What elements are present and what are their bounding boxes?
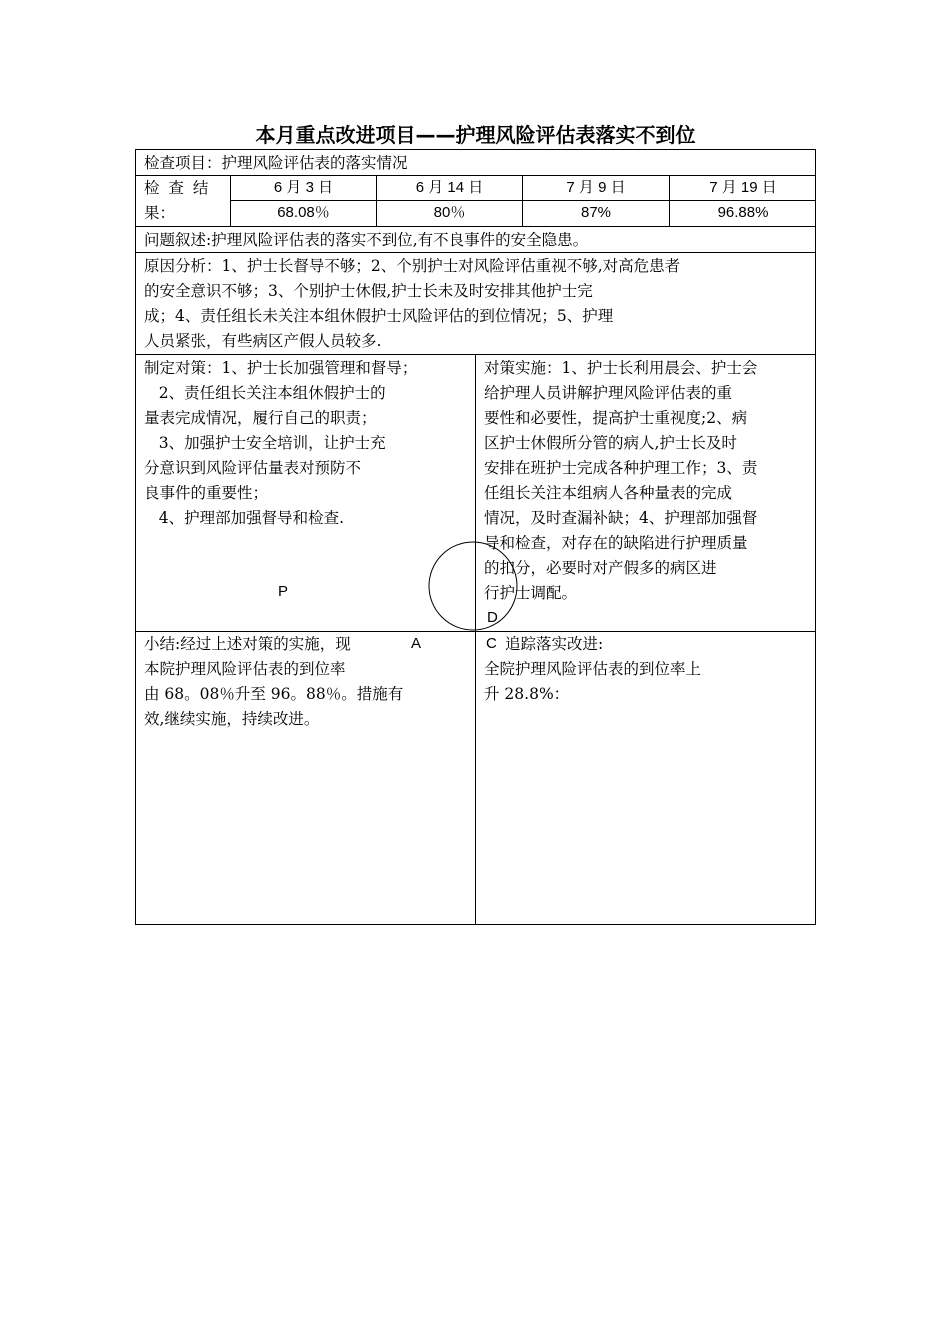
do-line-8: 导和检查，对存在的缺陷进行护理质量 bbox=[484, 534, 748, 552]
do-line-7: 情况，及时查漏补缺；4、护理部加强督 bbox=[484, 509, 758, 527]
problem-statement: 问题叙述:护理风险评估表的落实不到位,有不良事件的安全隐患。 bbox=[144, 231, 589, 249]
plan-line-2: 2、责任组长关注本组休假护士的 bbox=[144, 384, 386, 402]
do-line-1: 对策实施：1、护士长利用晨会、护士会 bbox=[484, 359, 758, 377]
date-4: 7 月 19 日 bbox=[709, 179, 777, 196]
cause-line-4: 人员紧张，有些病区产假人员较多. bbox=[144, 332, 382, 350]
plan-line-3: 量表完成情况，履行自己的职责； bbox=[144, 409, 377, 427]
date-2: 6 月 14 日 bbox=[415, 179, 484, 196]
result-label-line-2: 果： bbox=[144, 204, 176, 222]
plan-line-4: 3、加强护士安全培训，让护士充 bbox=[144, 434, 386, 452]
summary-line-3: 由 68。08％升至 96。88％。措施有 bbox=[144, 685, 404, 703]
cause-line-3: 成；4、责任组长未关注本组休假护士风险评估的到位情况；5、护理 bbox=[144, 307, 614, 325]
rate-3: 87% bbox=[580, 204, 612, 221]
inspection-item: 检查项目：护理风险评估表的落实情况 bbox=[144, 154, 408, 172]
plan-line-6: 良事件的重要性； bbox=[144, 484, 269, 502]
do-line-10: 行护士调配。 bbox=[484, 584, 578, 602]
plan-line-5: 分意识到风险评估量表对预防不 bbox=[144, 459, 362, 477]
plan-line-1: 制定对策：1、护士长加强管理和督导； bbox=[144, 359, 418, 377]
pdca-label-c: C bbox=[486, 635, 497, 652]
page-title: 本月重点改进项目——护理风险评估表落实不到位 bbox=[255, 123, 696, 147]
rate-4: 96.88% bbox=[717, 204, 769, 221]
do-line-2: 给护理人员讲解护理风险评估表的重 bbox=[484, 384, 733, 402]
date-3: 7 月 9 日 bbox=[566, 179, 626, 196]
summary-line-2: 本院护理风险评估表的到位率 bbox=[144, 660, 346, 678]
pdca-label-d: D bbox=[487, 609, 498, 626]
check-line-3: 升 28.8%： bbox=[484, 685, 570, 703]
plan-line-7: 4、护理部加强督导和检查. bbox=[144, 509, 345, 527]
cause-line-1: 原因分析：1、护士长督导不够；2、个别护士对风险评估重视不够,对高危患者 bbox=[144, 257, 681, 275]
check-line-1: 追踪落实改进: bbox=[505, 635, 604, 653]
rate-1: 68.08％ bbox=[277, 204, 330, 221]
do-line-6: 任组长关注本组病人各种量表的完成 bbox=[484, 484, 733, 502]
date-1: 6 月 3 日 bbox=[273, 179, 334, 196]
summary-line-1: 小结:经过上述对策的实施，现 bbox=[144, 635, 351, 653]
do-line-4: 区护士休假所分管的病人,护士长及时 bbox=[484, 434, 737, 452]
summary-line-4: 效,继续实施，持续改进。 bbox=[144, 710, 320, 728]
pdca-label-p: P bbox=[278, 583, 289, 600]
pdca-label-a: A bbox=[411, 635, 422, 652]
do-line-9: 的扣分，必要时对产假多的病区进 bbox=[484, 559, 717, 577]
result-label-line-1: 检 查 结 bbox=[144, 179, 211, 197]
check-line-2: 全院护理风险评估表的到位率上 bbox=[484, 660, 702, 678]
rate-2: 80％ bbox=[433, 204, 466, 221]
do-line-3: 要性和必要性，提高护士重视度;2、病 bbox=[484, 409, 748, 427]
do-line-5: 安排在班护士完成各种护理工作；3、责 bbox=[484, 459, 758, 477]
cause-line-2: 的安全意识不够；3、个别护士休假,护士长未及时安排其他护士完 bbox=[144, 282, 593, 300]
